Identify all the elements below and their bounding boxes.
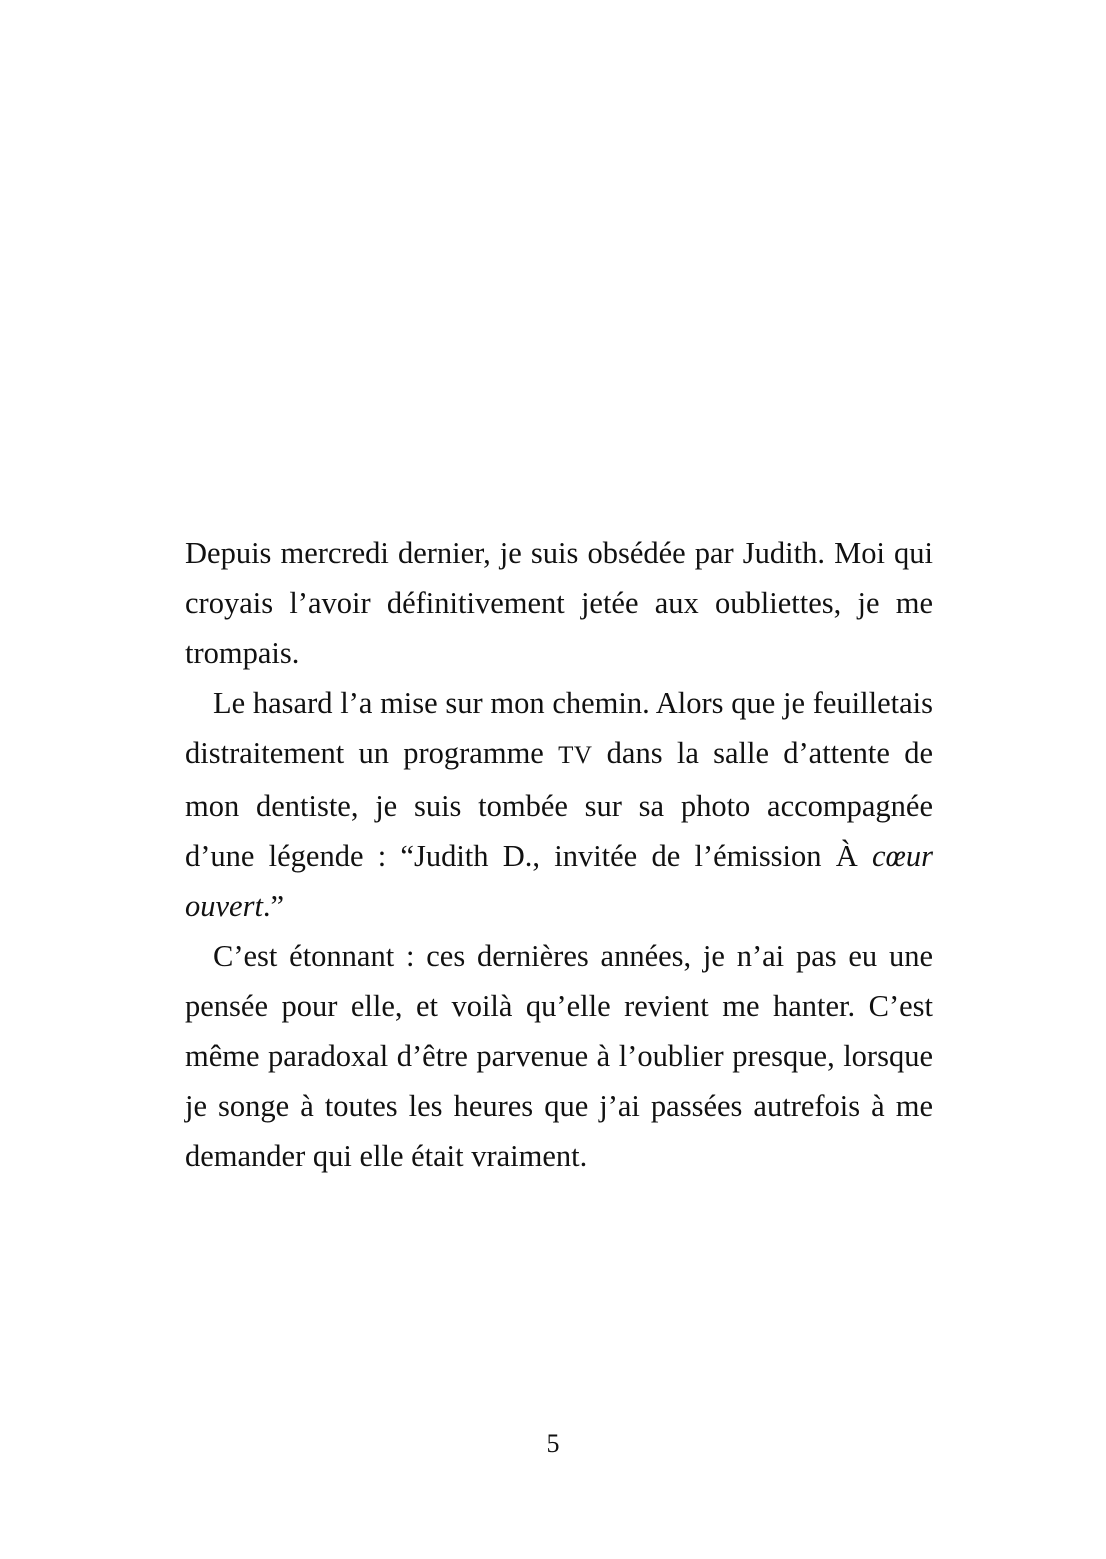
paragraph-3: C’est étonnant : ces dernières années, je n’ai pas eu une pensée pour elle, et voilà qu’elle revient me hanter. C’est même paradoxal d’être parvenue à l’oublier presque, lorsque je songe à toutes les heures que j’ai passées autrefois à me demander qui elle était vraiment. <box>185 939 933 1173</box>
paragraph-2 <box>185 678 933 931</box>
page-text-block <box>185 528 933 1181</box>
paragraph-2-segment-lead: Le hasard l’a mise sur mon chemin. Alors que je feuilletais distraitement un programme <box>185 686 933 770</box>
paragraph-2-title-article: À <box>835 839 872 873</box>
paragraph-1: Depuis mercredi dernier, je suis obsédée par Judith. Moi qui croyais l’avoir définitivement jetée aux oubliettes, je me trompais. <box>185 536 933 670</box>
paragraph-2-segment-middle: dans la salle d’attente de mon dentiste, je suis tombée sur sa photo accompagnée d’une légende : “Judith D., invitée de l’émission <box>185 736 933 873</box>
page-number: 5 <box>546 1429 560 1458</box>
paragraph-2-smallcaps-tv: TV <box>558 742 593 769</box>
paragraph-2-italic-title: cœur ouvert <box>185 839 933 923</box>
paragraph-2-segment-tail: .” <box>262 889 285 923</box>
